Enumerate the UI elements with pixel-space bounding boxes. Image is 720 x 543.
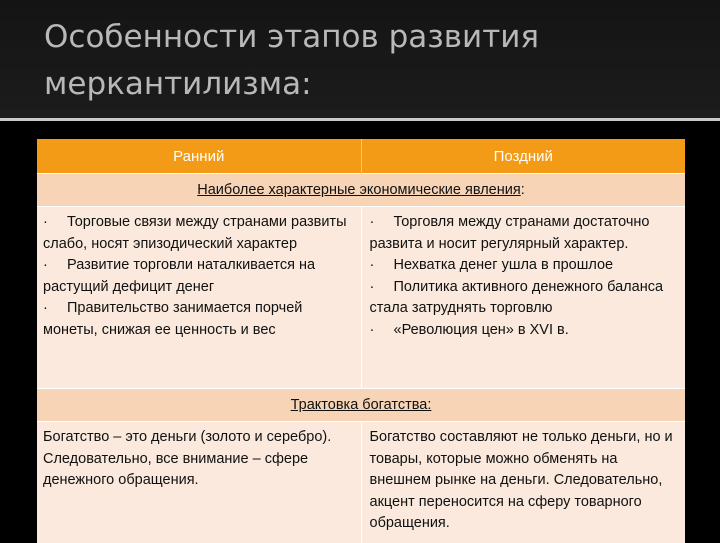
bullet-icon: · xyxy=(370,212,394,234)
phenomena-row xyxy=(37,207,685,389)
list-item xyxy=(370,212,680,255)
list-item xyxy=(43,255,353,298)
header-late: Поздний xyxy=(361,139,685,174)
section-row-phenomena xyxy=(37,174,685,207)
header-early: Ранний xyxy=(37,139,361,174)
list-item-text: Нехватка денег ушла в прошлое xyxy=(394,257,614,273)
list-item xyxy=(370,320,680,342)
phenomena-early-cell xyxy=(37,207,361,389)
section-title-wealth xyxy=(37,389,685,422)
wealth-early-cell: Богатство – это деньги (золото и серебро). Следовательно, все внимание – сфере денежного обращения. xyxy=(37,422,361,543)
header-row xyxy=(37,139,685,174)
list-item-text: Политика активного денежного баланса стала затруднять торговлю xyxy=(370,279,664,317)
phenomena-late-cell xyxy=(361,207,685,389)
list-item-text: «Революция цен» в XVI в. xyxy=(394,322,569,338)
list-item-text: Торговые связи между странами развиты слабо, носят эпизодический характер xyxy=(43,214,347,252)
section-title-wealth-text: Трактовка богатства: xyxy=(291,397,432,413)
bullet-icon: · xyxy=(43,298,67,320)
section-title-phenomena xyxy=(37,174,685,207)
list-item xyxy=(370,255,680,277)
section-title-phenomena-text: Наиболее характерные экономические явления xyxy=(197,182,520,198)
section-row-wealth xyxy=(37,389,685,422)
bullet-icon: · xyxy=(370,255,394,277)
list-item xyxy=(43,298,353,341)
title-divider xyxy=(0,118,720,121)
list-item xyxy=(370,277,680,320)
list-item-text: Правительство занимается порчей монеты, снижая ее ценность и вес xyxy=(43,300,302,338)
slide-title: Особенности этапов развития меркантилизма: xyxy=(44,14,684,108)
bullet-icon: · xyxy=(370,277,394,299)
bullet-icon: · xyxy=(43,255,67,277)
comparison-table xyxy=(37,139,685,543)
bullet-icon: · xyxy=(43,212,67,234)
list-item-text: Торговля между странами достаточно развита и носит регулярный характер. xyxy=(370,214,650,252)
bullet-icon: · xyxy=(370,320,394,342)
list-item xyxy=(43,212,353,255)
list-item-text: Развитие торговли наталкивается на растущий дефицит денег xyxy=(43,257,315,295)
wealth-row xyxy=(37,422,685,543)
section-title-phenomena-colon: : xyxy=(521,182,525,198)
wealth-late-cell: Богатство составляют не только деньги, но и товары, которые можно обменять на внешнем рынке на деньги. Следовательно, акцент переносится на сферу товарного обращения. xyxy=(361,422,685,543)
